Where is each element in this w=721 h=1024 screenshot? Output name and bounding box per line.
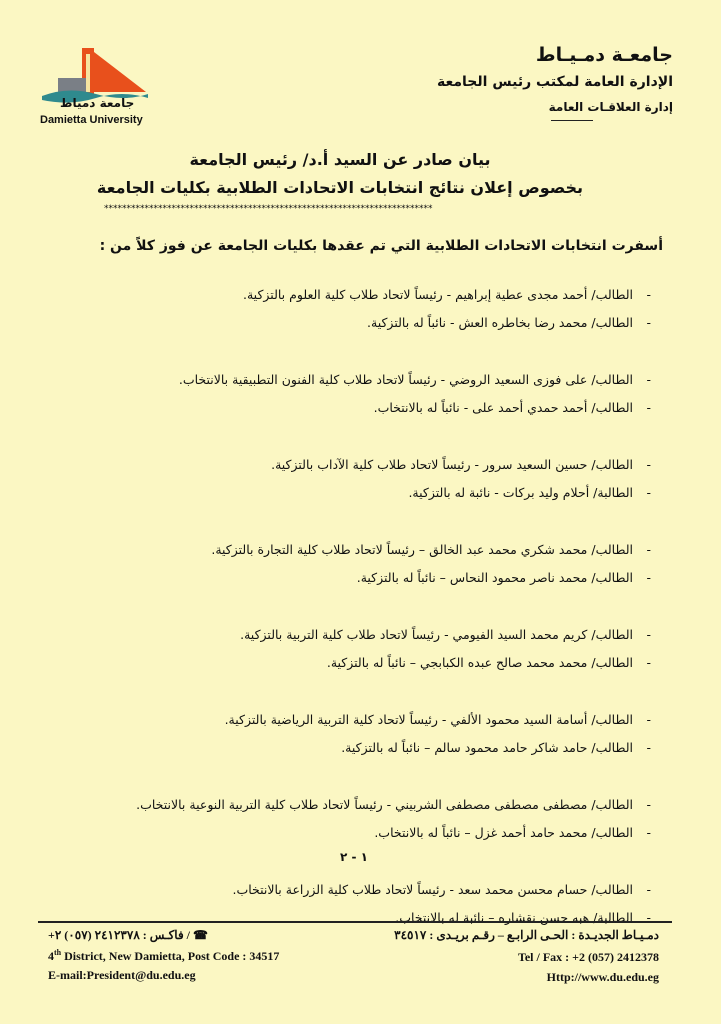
list-item: - الطالب/ على فوزى السعيد الروضي - رئيساً لاتحاد طلاب كلية الفنون التطبيقية بالانتخاب. [178,372,651,387]
footer-email[interactable]: E-mail:President@du.edu.eg [48,968,196,982]
list-item: - الطالب/ محمد شكري محمد عبد الخالق – رئيساً لاتحاد طلاب كلية التجارة بالتزكية. [211,542,651,557]
statement-title: بيان صادر عن السيد أ.د/ رئيس الجامعة [189,150,491,169]
list-item: - الطالب/ حسام محسن محمد سعد - رئيساً لاتحاد طلاب كلية الزراعة بالانتخاب. [232,882,651,897]
result-group [51,879,651,935]
statement-subject: بخصوص إعلان نتائج انتخابات الاتحادات الطلابية بكليات الجامعة [96,178,584,197]
list-item: - الطالب/ حسين السعيد سرور - رئيساً لاتحاد طلاب كلية الآداب بالتزكية. [271,457,651,472]
footer-address-ar: دمـيـاط الجديـدة : الحـى الرابـع – رقـم بريـدى : ٣٤٥١٧ [394,928,659,942]
list-item: - الطالب/ مصطفى مصطفى مصطفى الشربيني - رئيساً لاتحاد طلاب كلية التربية النوعية بالانتخاب. [136,797,651,812]
result-group [51,454,651,510]
list-item: - الطالب/ محمد رضا بخاطره العش - نائباً له بالتزكية. [367,315,651,330]
result-group [51,794,651,850]
footer-website[interactable]: Http://www.du.edu.eg [546,970,659,984]
department-name: الإدارة العامة لمكتب رئيس الجامعة [436,74,673,90]
university-name: جامعـة دمـيـاط [535,44,673,66]
list-item: - الطالب/ أحمد حمدي أحمد على - نائباً له بالانتخاب. [373,400,651,415]
list-item: - الطالب/ محمد ناصر محمود النحاس – نائباً له بالتزكية. [356,570,651,585]
result-group [51,624,651,680]
list-item: - الطالب/ حامد شاكر حامد محمود سالم – نائباً له بالتزكية. [341,740,651,755]
header-underline [551,120,593,121]
result-group [51,369,651,425]
intro-text: أسفرت انتخابات الاتحادات الطلابية التي تم عقدها بكليات الجامعة عن فوز كلاً من : [99,238,663,254]
footer-tel-fax: Tel / Fax : +2 (057) 2412378 [517,950,659,964]
list-item: - الطالبة/ أحلام وليد بركات - نائبة له بالتزكية. [408,485,651,500]
list-item: - الطالب/ محمد حامد أحمد غزل – نائباً له بالانتخاب. [374,825,651,840]
footer-divider [38,921,672,923]
result-group [51,284,651,340]
footer-address-en: 4th District, New Damietta, Post Code : 34517 [48,948,280,963]
list-item: - الطالب/ أسامة السيد محمود الألفي - رئيساً لاتحاد كلية التربية الرياضية بالتزكية. [224,712,651,727]
star-separator: ************************************************************************* [104,204,433,214]
result-group [51,709,651,765]
logo-english-name: Damietta University [40,114,143,126]
footer-phone-ar: ☎ / فاكـس : ٢٤١٢٣٧٨ (٠٥٧) ٢+ [48,928,208,942]
list-item: - الطالب/ محمد محمد صالح عبده الكبابجي – نائباً له بالتزكية. [326,655,651,670]
list-item: - الطالب/ كريم محمد السيد الفيومي - رئيساً لاتحاد طلاب كلية التربية بالتزكية. [240,627,651,642]
logo-mark-icon [38,44,153,104]
letterhead [373,44,673,121]
result-group [51,539,651,595]
list-item: - الطالب/ أحمد مجدى عطية إبراهيم - رئيساً لاتحاد طلاب كلية العلوم بالتزكية. [243,287,651,302]
office-name: إدارة العلاقـات العامة [548,100,673,114]
logo-arabic-name: جامعة دمياط [60,96,135,110]
university-logo [38,44,153,130]
page-number: ١ - ٢ [340,850,368,864]
list-item: - الطالبة/ هبه حسن نقشاره – نائبة له بالانتخاب. [395,910,651,925]
